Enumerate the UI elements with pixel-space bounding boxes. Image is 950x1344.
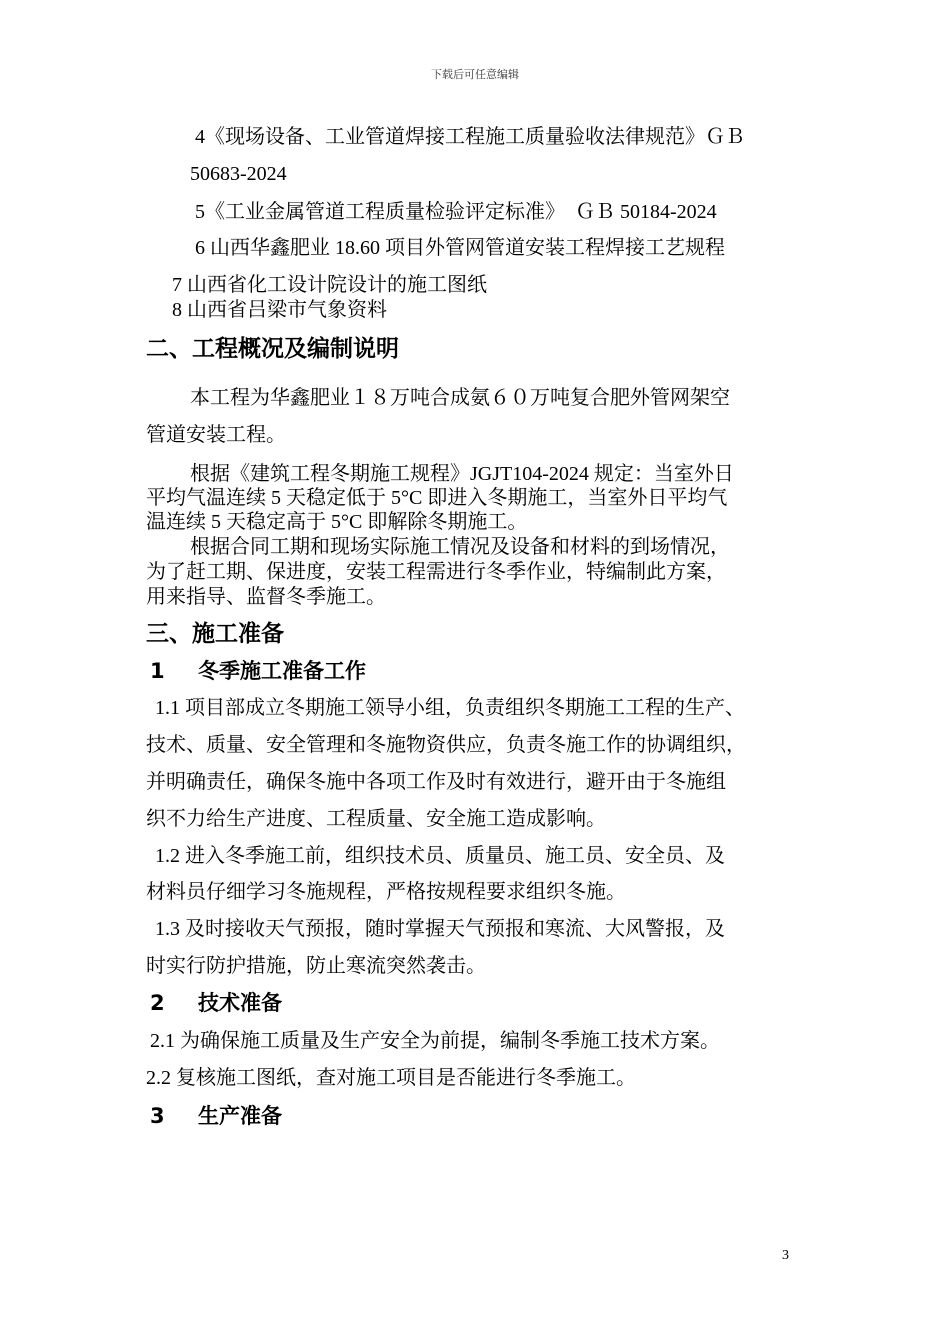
regulation-paragraph-line: 根据《建筑工程冬期施工规程》JGJT104-2024 规定：当室外日 (190, 463, 734, 485)
item-1-3-line: 时实行防护措施，防止寒流突然袭击。 (146, 955, 486, 977)
item-1-2-line: 材料员仔细学习冬施规程，严格按规程要求组织冬施。 (146, 881, 626, 903)
item-1-3-line: 1.3 及时接收天气预报，随时掌握天气预报和寒流、大风警报，及 (155, 918, 725, 940)
reference-item-4: 4《现场设备、工业管道焊接工程施工质量验收法律规范》ＧＢ (195, 126, 745, 148)
subsection-1-heading (150, 658, 366, 684)
subsection-2-heading (150, 990, 282, 1016)
section-2-heading: 二、工程概况及编制说明 (146, 336, 399, 362)
overview-paragraph-line: 管道安装工程。 (146, 424, 286, 446)
item-2-1: 2.1 为确保施工质量及生产安全为前提，编制冬季施工技术方案。 (150, 1030, 720, 1052)
subsection-number: 3 (150, 1104, 165, 1128)
subsection-title: 冬季施工准备工作 (198, 659, 366, 683)
subsection-number: 2 (150, 991, 165, 1015)
reference-item-6: 6 山西华鑫肥业 18.60 项目外管网管道安装工程焊接工艺规程 (195, 237, 725, 259)
page-header: 下载后可任意编辑 (431, 69, 519, 81)
regulation-paragraph-line: 平均气温连续 5 天稳定低于 5°C 即进入冬期施工，当室外日平均气 (146, 487, 728, 509)
subsection-number: 1 (150, 659, 165, 683)
purpose-paragraph-line: 根据合同工期和现场实际施工情况及设备和材料的到场情况， (190, 536, 730, 558)
purpose-paragraph-line: 为了赶工期、保进度，安装工程需进行冬季作业，特编制此方案， (146, 561, 726, 583)
reference-item-8: 8 山西省吕梁市气象资料 (172, 299, 387, 321)
reference-item-7: 7 山西省化工设计院设计的施工图纸 (172, 274, 487, 296)
regulation-paragraph-line: 温连续 5 天稳定高于 5°C 即解除冬期施工。 (146, 511, 528, 533)
item-1-2-line: 1.2 进入冬季施工前，组织技术员、质量员、施工员、安全员、及 (155, 845, 725, 867)
section-3-heading: 三、施工准备 (146, 621, 284, 647)
item-1-1-line: 技术、质量、安全管理和冬施物资供应，负责冬施工作的协调组织， (146, 734, 746, 756)
subsection-3-heading (150, 1103, 282, 1129)
subsection-title: 生产准备 (198, 1104, 282, 1128)
subsection-title: 技术准备 (198, 991, 282, 1015)
overview-paragraph-line: 本工程为华鑫肥业１８万吨合成氨６０万吨复合肥外管网架空 (190, 387, 730, 409)
reference-item-4-cont: 50683-2024 (190, 163, 287, 185)
purpose-paragraph-line: 用来指导、监督冬季施工。 (146, 586, 386, 608)
item-1-1-line: 1.1 项目部成立冬期施工领导小组，负责组织冬期施工工程的生产、 (155, 697, 745, 719)
item-1-1-line: 并明确责任，确保冬施中各项工作及时有效进行，避开由于冬施组 (146, 771, 726, 793)
item-1-1-line: 织不力给生产进度、工程质量、安全施工造成影响。 (146, 808, 606, 830)
page-number: 3 (782, 1248, 789, 1263)
item-2-2: 2.2 复核施工图纸，查对施工项目是否能进行冬季施工。 (146, 1067, 636, 1089)
reference-item-5: 5《工业金属管道工程质量检验评定标准》 ＧＢ 50184-2024 (195, 201, 717, 223)
